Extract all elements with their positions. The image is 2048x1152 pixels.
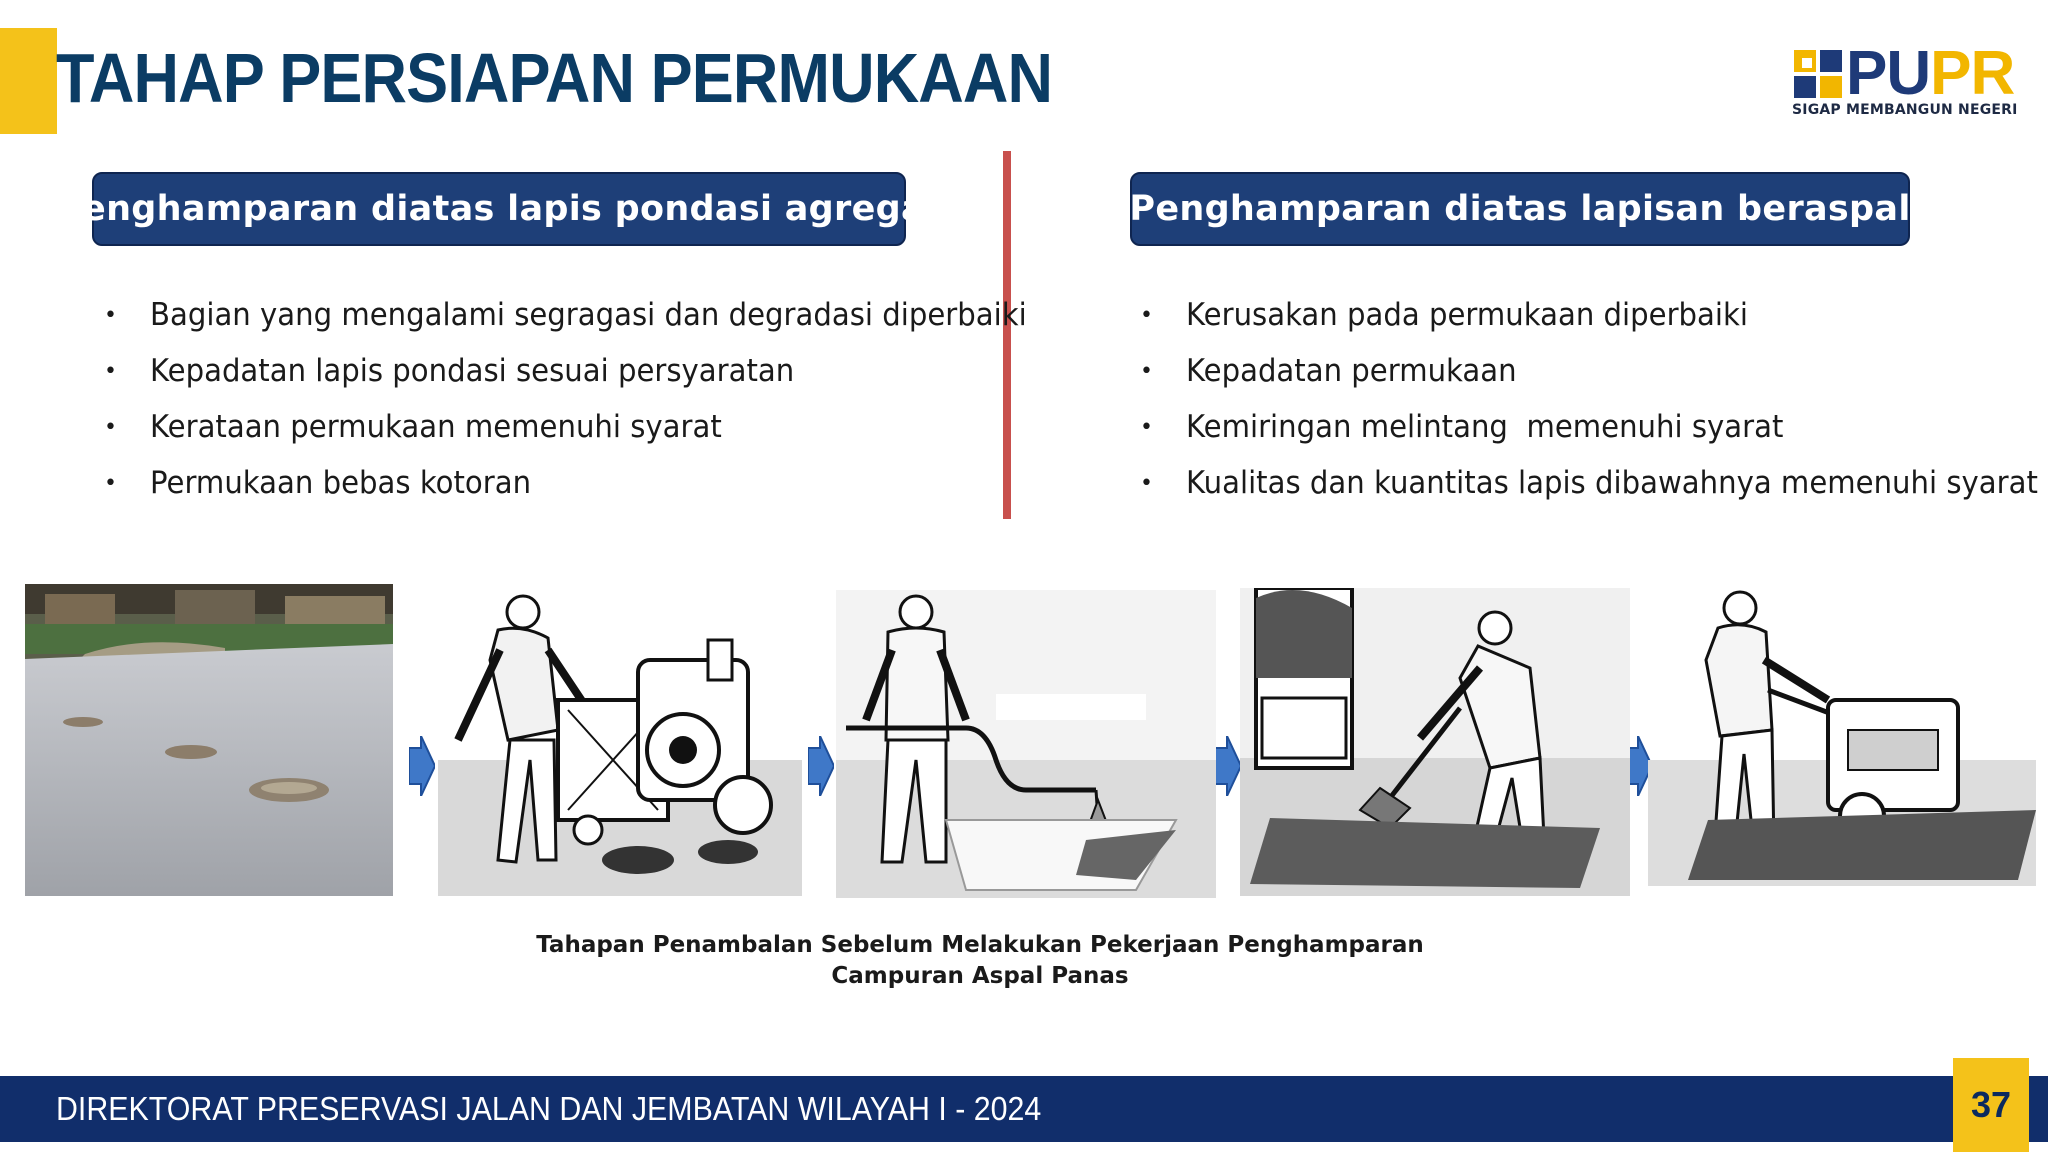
figure-caption	[480, 930, 1480, 992]
worker-cutting-machine-illustration	[438, 590, 802, 896]
slide-title: TAHAP PERSIAPAN PERMUKAAN	[56, 39, 1053, 117]
arrow-right-icon	[808, 736, 834, 796]
bullet-item: • Kerataan permukaan memenuhi syarat	[100, 399, 1083, 455]
bullet-item: • Kerusakan pada permukaan diperbaiki	[1136, 287, 2048, 343]
bullet-icon: •	[104, 414, 117, 440]
bullet-item: • Kepadatan lapis pondasi sesuai persyaratan	[100, 343, 1083, 399]
worker-shoveling-asphalt-illustration	[1240, 588, 1630, 896]
worker-spraying-tack-coat-illustration	[836, 590, 1216, 898]
arrow-right-icon	[409, 736, 435, 796]
left-bullet-list	[100, 287, 1083, 511]
bullet-icon: •	[1140, 414, 1153, 440]
bullet-icon: •	[104, 302, 117, 328]
bullet-icon: •	[104, 358, 117, 384]
bullet-item: • Bagian yang mengalami segragasi dan degradasi diperbaiki	[100, 287, 1083, 343]
arrow-right-icon	[1215, 736, 1241, 796]
logo-tagline: SIGAP MEMBANGUN NEGERI	[1792, 102, 2018, 118]
left-column-header: Penghamparan diatas lapis pondasi agregat	[92, 172, 906, 246]
bullet-icon: •	[1140, 470, 1153, 496]
pupr-emblem-icon	[1794, 50, 1846, 100]
bullet-icon: •	[104, 470, 117, 496]
pupr-logo	[1790, 39, 2026, 122]
page-number: 37	[1953, 1058, 2029, 1152]
right-bullet-list	[1136, 287, 2048, 511]
title-accent-bar	[0, 28, 57, 134]
logo-wordmark: PUPR	[1846, 39, 2015, 108]
caption-line-2: Campuran Aspal Panas	[831, 963, 1129, 989]
bullet-item: • Kepadatan permukaan	[1136, 343, 2048, 399]
right-column-header: Penghamparan diatas lapisan beraspal	[1130, 172, 1910, 246]
bullet-item: • Permukaan bebas kotoran	[100, 455, 1083, 511]
bullet-item: • Kemiringan melintang memenuhi syarat	[1136, 399, 2048, 455]
worker-compacting-plate-illustration	[1648, 590, 2036, 886]
caption-line-1: Tahapan Penambalan Sebelum Melakukan Pekerjaan Penghamparan	[536, 932, 1424, 958]
footer-text: DIREKTORAT PRESERVASI JALAN DAN JEMBATAN WILAYAH I - 2024	[56, 1090, 1042, 1127]
road-potholes-photo	[25, 584, 393, 896]
bullet-icon: •	[1140, 358, 1153, 384]
bullet-icon: •	[1140, 302, 1153, 328]
bullet-item: • Kualitas dan kuantitas lapis dibawahnya memenuhi syarat	[1136, 455, 2048, 511]
